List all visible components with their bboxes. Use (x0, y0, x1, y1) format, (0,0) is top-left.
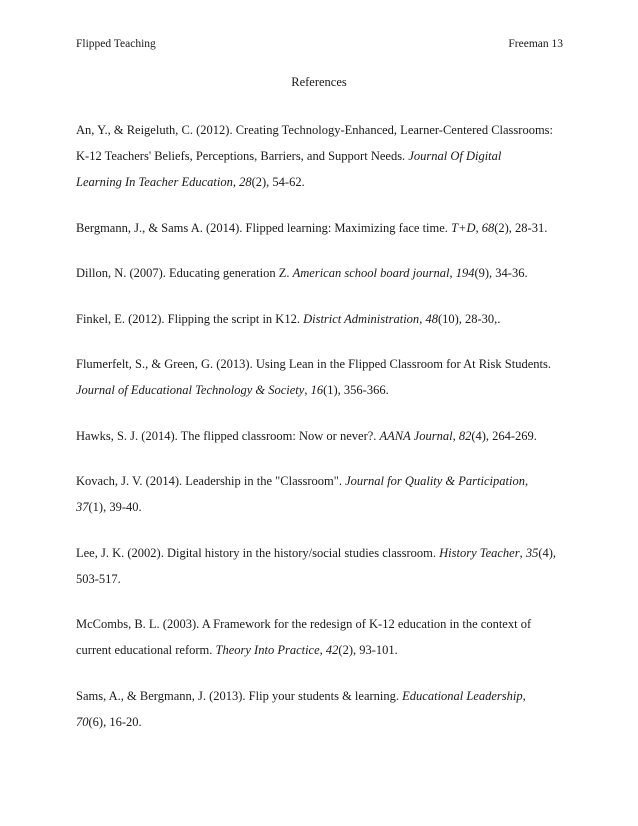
reference-italic-text: Learning In Teacher Education (76, 175, 233, 189)
reference-italic-text: Educational Leadership (402, 688, 523, 703)
running-head-title: Flipped Teaching (76, 38, 156, 50)
reference-line (76, 468, 566, 494)
reference-text: current educational reform. (76, 643, 216, 657)
reference-italic-text: 28 (239, 175, 252, 189)
reference-entry (76, 468, 566, 520)
reference-text: (1), 39-40. (88, 500, 142, 514)
reference-italic-text: 68 (481, 220, 495, 235)
reference-italic-text: 194 (455, 266, 475, 280)
reference-text: (4), 264-269. (471, 428, 537, 443)
reference-line (76, 637, 566, 663)
reference-entry (76, 260, 566, 286)
reference-italic-text: 70 (76, 714, 89, 729)
reference-line (76, 709, 566, 735)
reference-text: Flumerfelt, S., & Green, G. (2013). Using Lean in the Flipped Classroom for At Risk Students. (76, 357, 551, 371)
reference-text: , (449, 266, 456, 280)
reference-text: (2), 54-62. (251, 175, 305, 189)
reference-line (76, 215, 566, 241)
reference-text: Hawks, S. J. (2014). The flipped classroom: Now or never?. (76, 428, 380, 443)
reference-text: (9), 34-36. (474, 266, 528, 280)
reference-entry (76, 683, 566, 735)
reference-text: Sams, A., & Bergmann, J. (2013). Flip your students & learning. (76, 688, 403, 703)
reference-text: K-12 Teachers' Beliefs, Perceptions, Barriers, and Support Needs. (76, 149, 409, 163)
reference-line (76, 566, 566, 592)
reference-text: 503-517. (76, 571, 121, 586)
reference-text: , (304, 383, 311, 397)
reference-list (76, 117, 566, 754)
reference-italic-text: T+D (451, 220, 476, 235)
reference-text: McCombs, B. L. (2003). A Framework for the redesign of K-12 education in the context of (76, 617, 532, 631)
reference-text: (1), 356-366. (323, 383, 389, 397)
reference-line (76, 423, 566, 449)
reference-text: , (522, 688, 526, 703)
reference-italic-text: AANA Journal (379, 428, 453, 443)
reference-text: , (519, 545, 526, 560)
reference-text: , (319, 643, 326, 657)
reference-line (76, 377, 566, 403)
reference-entry (76, 423, 566, 449)
reference-line (76, 494, 566, 520)
reference-line (76, 540, 566, 566)
reference-text: (10), 28-30,. (437, 311, 501, 326)
reference-text: Lee, J. K. (2002). Digital history in the history/social studies classroom. (76, 545, 440, 560)
reference-italic-text: District Administration (303, 311, 420, 326)
reference-italic-text: Theory Into Practice (215, 643, 320, 657)
reference-italic-text: 35 (525, 545, 539, 560)
reference-entry (76, 117, 566, 195)
reference-text: (4), (538, 545, 557, 560)
reference-italic-text: Journal for Quality & Participation (345, 474, 525, 488)
reference-entry (76, 306, 566, 332)
reference-line (76, 306, 566, 332)
reference-italic-text: 82 (458, 428, 472, 443)
reference-line (76, 117, 566, 143)
reference-italic-text: 42 (325, 643, 339, 657)
reference-line (76, 683, 566, 709)
reference-line (76, 260, 566, 286)
reference-text: (6), 16-20. (88, 714, 142, 729)
reference-text: , (419, 311, 426, 326)
reference-line (76, 169, 566, 195)
reference-text: , (452, 428, 459, 443)
reference-text: An, Y., & Reigeluth, C. (2012). Creating Technology-Enhanced, Learner-Centered Classrooms: (76, 123, 554, 137)
reference-italic-text: Journal Of Digital (408, 149, 502, 163)
reference-text: Kovach, J. V. (2014). Leadership in the "Classroom". (76, 474, 346, 488)
reference-line (76, 143, 566, 169)
reference-italic-text: 48 (425, 311, 438, 326)
references-heading: References (291, 75, 347, 89)
reference-italic-text: Journal of Educational Technology & Society (76, 383, 305, 397)
reference-text: , (232, 175, 240, 189)
reference-text: , (524, 474, 529, 488)
reference-entry (76, 215, 566, 241)
reference-text: (2), 28-31. (494, 220, 548, 235)
reference-line (76, 611, 566, 637)
reference-line (76, 351, 566, 377)
reference-text: , (475, 220, 482, 235)
reference-italic-text: 37 (76, 500, 89, 514)
reference-italic-text: 16 (310, 383, 324, 397)
reference-entry (76, 540, 566, 592)
reference-text: Dillon, N. (2007). Educating generation Z. (76, 266, 293, 280)
reference-italic-text: American school board journal (292, 266, 450, 280)
reference-text: Finkel, E. (2012). Flipping the script in K12. (76, 311, 304, 326)
reference-text: (2), 93-101. (338, 643, 398, 657)
reference-text: Bergmann, J., & Sams A. (2014). Flipped learning: Maximizing face time. (76, 220, 452, 235)
reference-italic-text: History Teacher (439, 545, 520, 560)
reference-entry (76, 351, 566, 403)
running-head-page: Freeman 13 (508, 38, 563, 50)
reference-entry (76, 611, 566, 663)
